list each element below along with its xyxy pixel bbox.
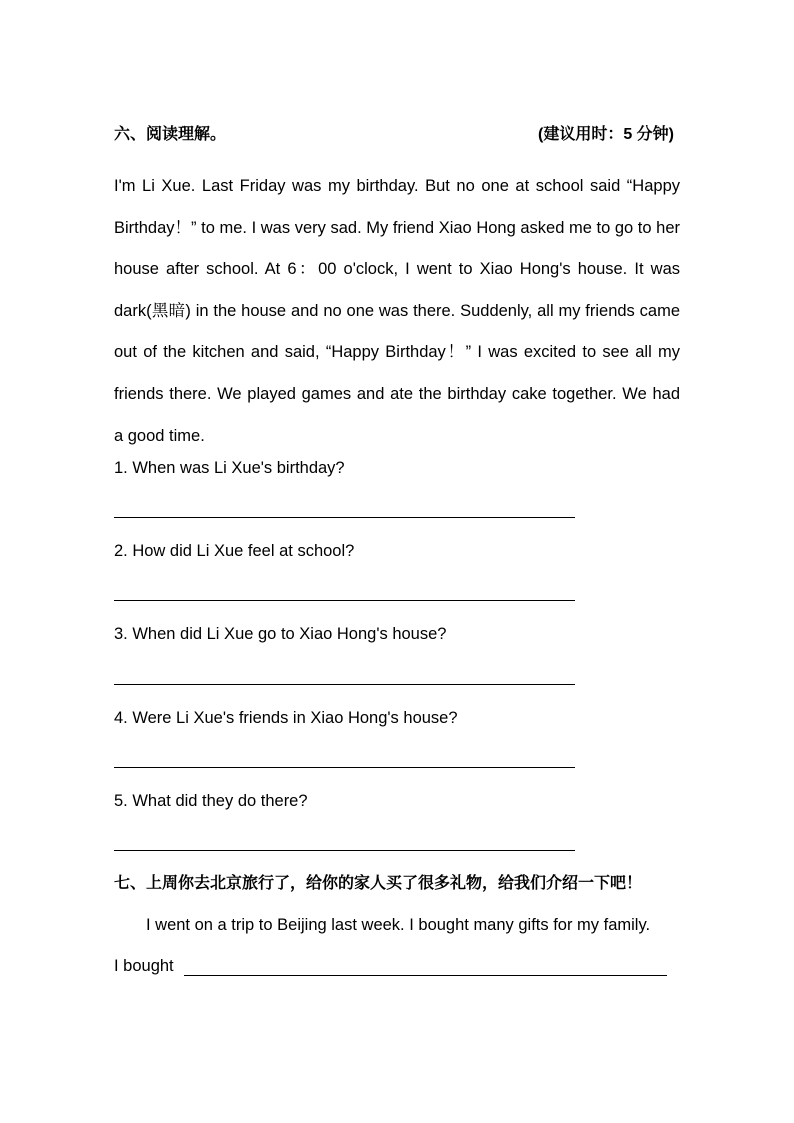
writing-intro: I went on a trip to Beijing last week. I bought many gifts for my family.	[146, 916, 651, 934]
section-6-header	[114, 124, 684, 146]
question-3: 3. When did Li Xue go to Xiao Hong's house?	[114, 625, 447, 643]
writing-prompt: I bought	[114, 957, 174, 975]
answer-line-2[interactable]	[114, 600, 575, 601]
writing-answer-line[interactable]	[184, 975, 667, 976]
section-7-header	[114, 873, 684, 895]
answer-line-5[interactable]	[114, 850, 575, 851]
section-6-title: 六、阅读理解。	[114, 126, 227, 143]
question-4: 4. Were Li Xue's friends in Xiao Hong's house?	[114, 709, 458, 727]
question-2: 2. How did Li Xue feel at school?	[114, 542, 355, 560]
answer-line-3[interactable]	[114, 684, 575, 685]
reading-passage: I'm Li Xue. Last Friday was my birthday. But no one at school said “Happy Birthday！” to me. I was very sad. My friend Xiao Hong asked me to go to her house after school. At 6：00 o'clock, I went to Xiao Hong's house. It was dark(黑暗) in the house and no one was there. Suddenly, all my friends came out of the kitchen and said, “Happy Birthday！” I was excited to see all my friends there. We played games and ate the birthday cake together. We had a good time.	[114, 177, 680, 445]
question-5: 5. What did they do there?	[114, 792, 308, 810]
section-7-title: 七、上周你去北京旅行了，给你的家人买了很多礼物，给我们介绍一下吧！	[114, 875, 643, 892]
answer-line-1[interactable]	[114, 517, 575, 518]
question-1: 1. When was Li Xue's birthday?	[114, 459, 345, 477]
answer-line-4[interactable]	[114, 767, 575, 768]
suggested-time: (建议用时：5 分钟)	[537, 126, 674, 143]
